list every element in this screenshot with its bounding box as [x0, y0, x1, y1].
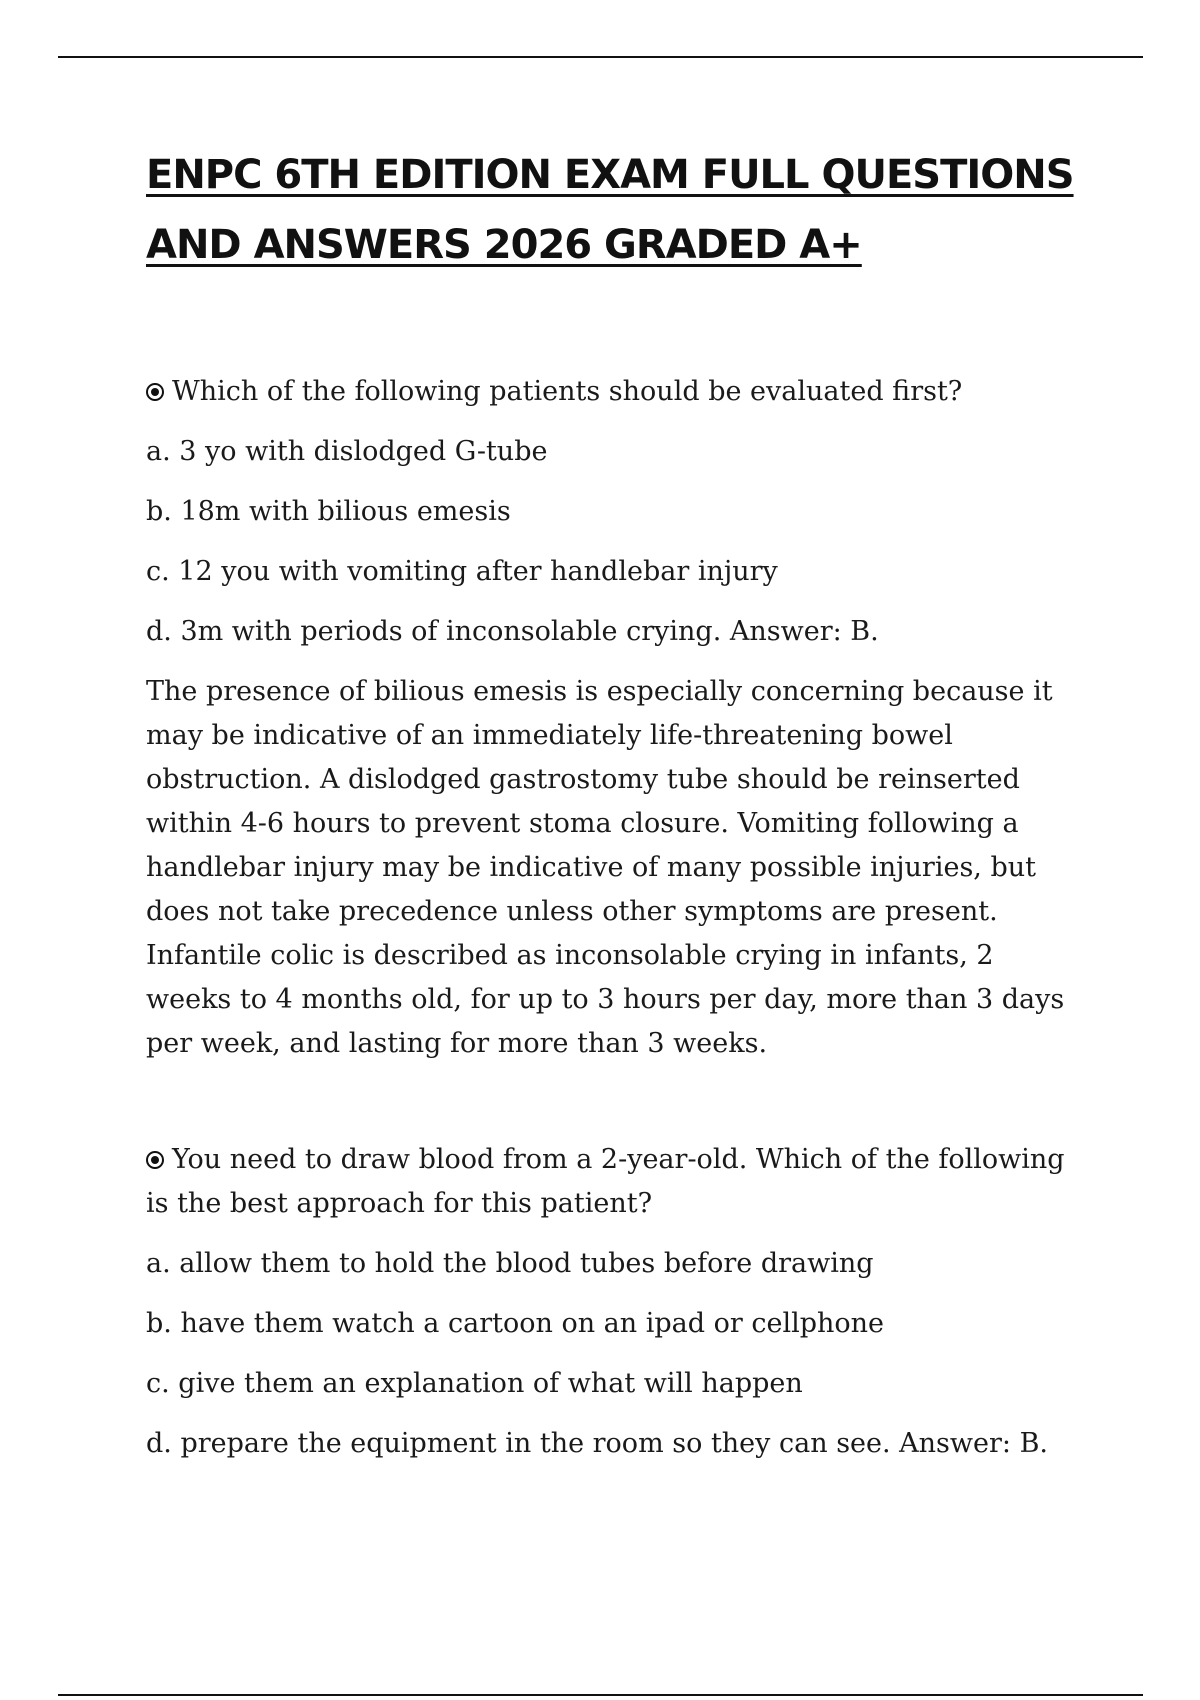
radio-bullet-icon: [146, 1151, 164, 1169]
question-2-option-d: d. prepare the equipment in the room so they can see. Answer: B.: [146, 1428, 1049, 1459]
bottom-rule: [58, 1694, 1143, 1696]
document-title: ENPC 6TH EDITION EXAM FULL QUESTIONS AND ANSWERS 2026 GRADED A+: [146, 152, 1074, 268]
question-2-label: You need to draw blood from a 2-year-old. Which of the following is the best approach for this patient?: [146, 1144, 1065, 1219]
question-2-option-b: b. have them watch a cartoon on an ipad or cellphone: [146, 1308, 885, 1339]
question-2-text: [146, 1138, 1086, 1226]
top-rule: [58, 56, 1143, 58]
question-1-explanation: The presence of bilious emesis is especially concerning because it may be indicative of an immediately life-threatening bowel obstruction. A dislodged gastrostomy tube should be reinserted within 4-6 hours to prevent stoma closure. Vomiting following a handlebar injury may be indicative of many possible injuries, but does not take precedence unless other symptoms are present. Infantile colic is described as inconsolable crying in infants, 2 weeks to 4 months old, for up to 3 hours per day, more than 3 days per week, and lasting for more than 3 weeks.: [146, 676, 1065, 1059]
question-1-option-c: c. 12 you with vomiting after handlebar injury: [146, 556, 778, 587]
question-2-option-c: c. give them an explanation of what will happen: [146, 1368, 803, 1399]
question-2: [146, 1138, 1086, 1466]
question-1-text: [146, 370, 1086, 414]
question-1-option-a: a. 3 yo with dislodged G-tube: [146, 436, 548, 467]
question-1-option-b: b. 18m with bilious emesis: [146, 496, 511, 527]
question-1: [146, 370, 1086, 1066]
question-1-label: Which of the following patients should be evaluated first?: [172, 376, 963, 407]
question-1-option-d: d. 3m with periods of inconsolable crying. Answer: B.: [146, 616, 879, 647]
document-body: [146, 140, 1086, 1482]
question-2-option-a: a. allow them to hold the blood tubes before drawing: [146, 1248, 874, 1279]
radio-bullet-icon: [146, 383, 164, 401]
